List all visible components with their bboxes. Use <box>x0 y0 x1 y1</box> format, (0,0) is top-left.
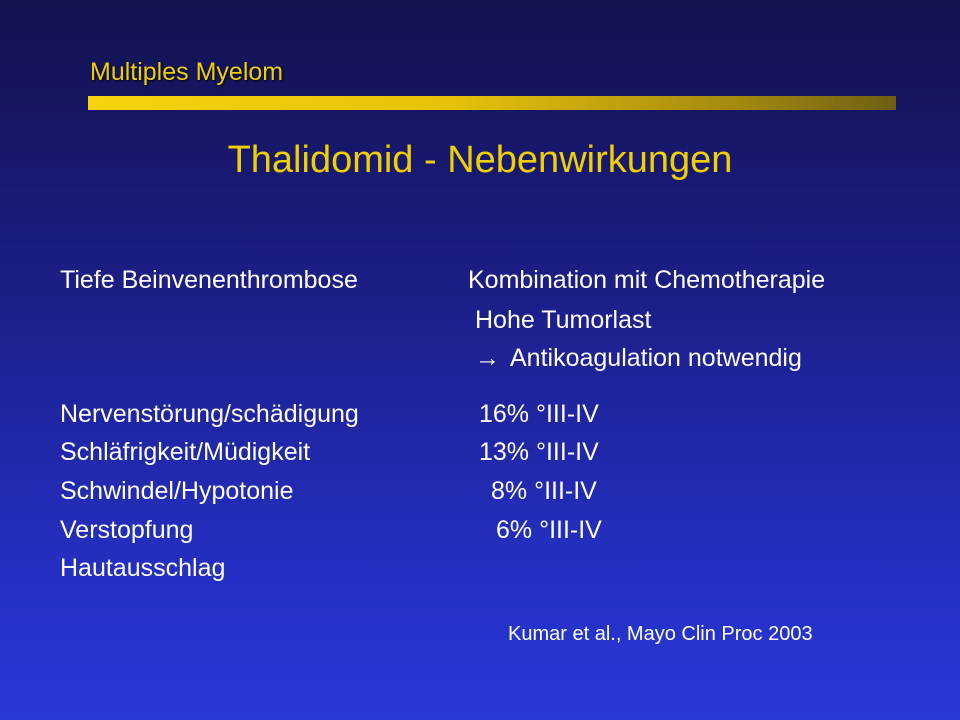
header-divider-bar <box>88 96 896 110</box>
side-effect-label: Schwindel/Hypotonie <box>60 477 294 505</box>
section-header: Multiples Myelom <box>90 58 284 86</box>
thrombosis-detail-anticoagulation <box>475 342 802 374</box>
right-arrow-icon: → <box>475 344 500 372</box>
side-effect-label: Verstopfung <box>60 516 194 544</box>
side-effect-label: Hautausschlag <box>60 554 226 582</box>
thrombosis-detail-tumor-load: Hohe Tumorlast <box>475 306 652 334</box>
citation: Kumar et al., Mayo Clin Proc 2003 <box>508 623 813 645</box>
anticoagulation-text: Antikoagulation notwendig <box>510 344 802 372</box>
side-effect-value: 6% °III-IV <box>496 516 602 544</box>
slide-title: Thalidomid - Nebenwirkungen <box>227 139 733 181</box>
thrombosis-label: Tiefe Beinvenenthrombose <box>60 266 358 294</box>
side-effect-value: 13% °III-IV <box>479 438 599 466</box>
side-effect-label: Schläfrigkeit/Müdigkeit <box>60 438 311 466</box>
side-effect-label: Nervenstörung/schädigung <box>60 400 359 428</box>
side-effect-value: 8% °III-IV <box>491 477 597 505</box>
side-effect-value: 16% °III-IV <box>479 400 599 428</box>
thrombosis-detail-combination: Kombination mit Chemotherapie <box>468 266 826 294</box>
